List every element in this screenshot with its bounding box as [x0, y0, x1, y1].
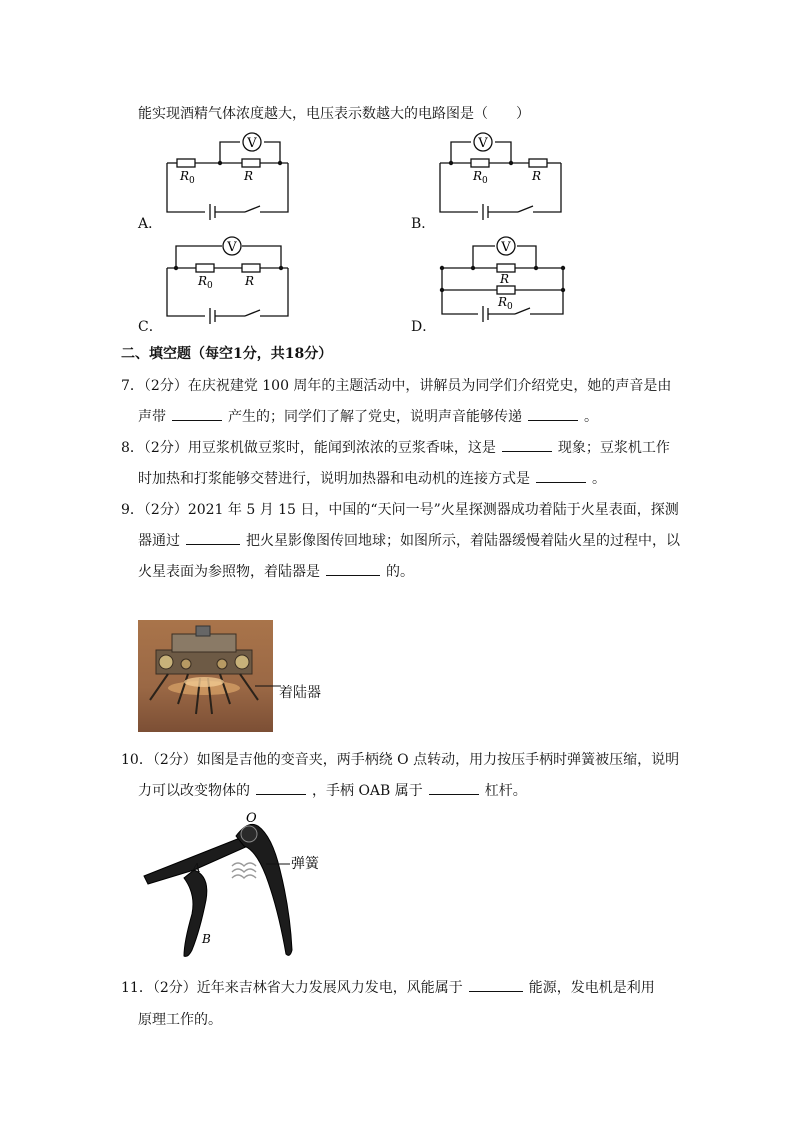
- label-o: O: [246, 811, 257, 826]
- option-b[interactable]: B．: [411, 216, 436, 232]
- r0-label: $R_0$: [180, 169, 195, 186]
- q7-line1: 7．（2分）在庆祝建党 100 周年的主题活动中，讲解员为同学们介绍党史，她的声音是由: [121, 378, 672, 394]
- q8-line1: 8．（2分）用豆浆机做豆浆时，能闻到浓浓的豆浆香味，这是 现象；豆浆机工作: [121, 440, 670, 456]
- voltmeter-label: V: [227, 240, 237, 255]
- q8-line2: 时加热和打浆能够交替进行，说明加热器和电动机的连接方式是 。: [138, 471, 606, 487]
- q11-line1: 11．（2分）近年来吉林省大力发展风力发电，风能属于 能源，发电机是利用: [121, 980, 655, 996]
- circuit-diagram-c: [160, 232, 295, 327]
- q7-line2: 声带 产生的；同学们了解了党史，说明声音能够传递 。: [138, 409, 598, 425]
- guitar-capo-figure: [140, 810, 330, 965]
- mars-lander-photo: [138, 620, 273, 732]
- option-a[interactable]: A．: [138, 216, 163, 232]
- voltmeter-label: V: [247, 136, 257, 151]
- answer-blank[interactable]: [172, 408, 222, 421]
- lander-caption: 着陆器: [279, 685, 321, 701]
- voltmeter-label: V: [501, 240, 511, 255]
- q9-line3: 火星表面为参照物，着陆器是 的。: [138, 564, 414, 580]
- r0-label: $R_0$: [498, 295, 513, 312]
- r0-label: $R_0$: [473, 169, 488, 186]
- r-label: R: [245, 274, 255, 288]
- q9-line2: 器通过 把火星影像图传回地球；如图所示，着陆器缓慢着陆火星的过程中，以: [138, 533, 680, 549]
- answer-blank[interactable]: [429, 782, 479, 795]
- q10-line2: 力可以改变物体的 ，手柄 OAB 属于 杠杆。: [138, 783, 527, 799]
- q9-line1: 9．（2分）2021 年 5 月 15 日，中国的“天问一号”火星探测器成功着陆于火星表面，探测: [121, 502, 679, 518]
- r0-label: $R_0$: [198, 274, 213, 291]
- answer-blank[interactable]: [469, 979, 523, 992]
- option-c[interactable]: C．: [138, 319, 163, 335]
- q11-line2: 原理工作的。: [138, 1012, 222, 1028]
- spring-label: 弹簧: [291, 856, 319, 872]
- circuit-diagram-a: [160, 130, 295, 220]
- label-a: A: [192, 861, 201, 875]
- answer-blank[interactable]: [536, 470, 586, 483]
- r-label: R: [500, 272, 510, 286]
- answer-blank[interactable]: [326, 563, 380, 576]
- r-label: R: [244, 169, 254, 183]
- lander-illustration: [138, 620, 273, 732]
- question-stem: 能实现酒精气体浓度越大，电压表示数越大的电路图是（ ）: [138, 106, 530, 122]
- circuit-diagram-b: [433, 130, 568, 220]
- q10-line1: 10．（2分）如图是吉他的变音夹，两手柄绕 O 点转动，用力按压手柄时弹簧被压缩，说明: [121, 752, 680, 768]
- circuit-diagram-d: [433, 232, 568, 327]
- label-b: B: [202, 932, 211, 946]
- answer-blank[interactable]: [186, 532, 240, 545]
- voltmeter-label: V: [478, 136, 488, 151]
- answer-blank[interactable]: [256, 782, 306, 795]
- answer-blank[interactable]: [528, 408, 578, 421]
- lander-pointer-line: [255, 684, 281, 688]
- option-d[interactable]: D．: [411, 319, 437, 335]
- r-label: R: [532, 169, 542, 183]
- answer-blank[interactable]: [502, 439, 552, 452]
- section-heading: 二、填空题（每空1分，共18分）: [121, 346, 333, 362]
